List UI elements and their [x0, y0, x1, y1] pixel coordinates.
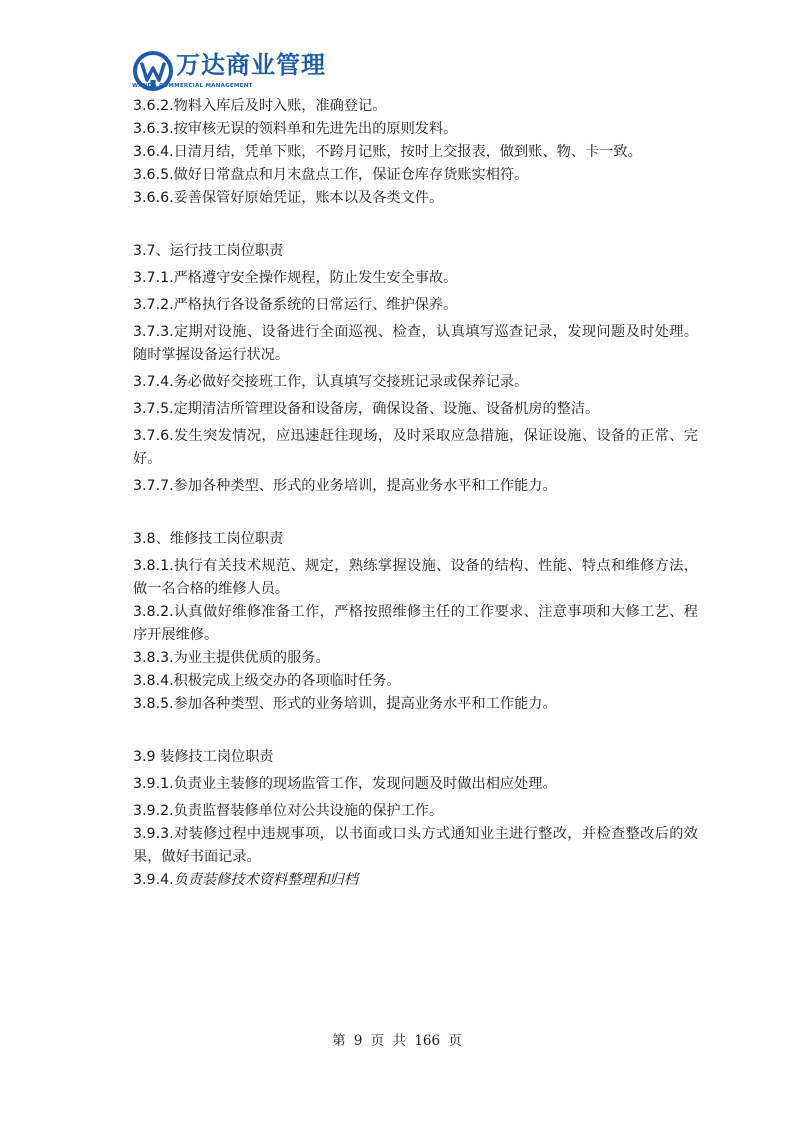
list-item: 3.6.4.日清月结，凭单下账，不跨月记账，按时上交报表，做到账、物、卡一致。 — [133, 144, 642, 160]
item-number: 3.9.4. — [133, 872, 174, 888]
list-item: 3.7.4.务必做好交接班工作，认真填写交接班记录或保养记录。 — [133, 374, 529, 390]
list-item: 3.6.6.妥善保管好原始凭证，账本以及各类文件。 — [133, 190, 444, 206]
list-item: 3.7.6.发生突发情况，应迅速赶往现场，及时采取应急措施，保证设施、设备的正常、完好。 — [133, 428, 698, 467]
section-heading: 3.7、运行技工岗位职责 — [133, 243, 284, 259]
list-item: 3.7.5.定期清洁所管理设备和设备房，确保设备、设施、设备机房的整洁。 — [133, 401, 600, 417]
list-item: 3.8.1.执行有关技术规范、规定，熟练掌握设施、设备的结构、性能、特点和维修方法，做一名合格的维修人员。 — [133, 558, 698, 597]
list-item: 3.7.7.参加各种类型、形式的业务培训，提高业务水平和工作能力。 — [133, 478, 557, 494]
list-item: 3.9.3.对装修过程中违规事项，以书面或口头方式通知业主进行整改，并检查整改后的效果，做好书面记录。 — [133, 826, 698, 865]
page-number: 第 9 页 共 166 页 — [332, 1033, 462, 1049]
document-body — [133, 95, 698, 892]
list-item: 3.8.3.为业主提供优质的服务。 — [133, 650, 330, 666]
list-item: 3.9.2.负责监督装修单位对公共设施的保护工作。 — [133, 803, 444, 819]
list-item: 3.8.4.积极完成上级交办的各项临时任务。 — [133, 673, 401, 689]
logo-chinese-name: 万达商业管理 — [176, 51, 326, 79]
list-item — [133, 869, 698, 892]
handwritten-item-text: 负责装修技术资料整理和归档 — [173, 872, 359, 888]
list-item: 3.9.1.负责业主装修的现场监管工作，发现问题及时做出相应处理。 — [133, 776, 557, 792]
list-item: 3.7.1.严格遵守安全操作规程，防止发生安全事故。 — [133, 270, 458, 286]
company-logo — [132, 50, 372, 92]
list-item: 3.8.5.参加各种类型、形式的业务培训，提高业务水平和工作能力。 — [133, 696, 557, 712]
list-item: 3.6.3.按审核无误的领料单和先进先出的原则发料。 — [133, 121, 458, 137]
list-item: 3.6.5.做好日常盘点和月末盘点工作，保证仓库存货账实相符。 — [133, 167, 529, 183]
list-item: 3.7.3.定期对设施、设备进行全面巡视、检查，认真填写巡查记录，发现问题及时处理。随时掌握设备运行状况。 — [133, 324, 698, 363]
logo-english-name: WANDA COMMERCIAL MANAGEMENT — [132, 83, 253, 89]
section-heading: 3.9 装修技工岗位职责 — [133, 749, 274, 765]
list-item: 3.6.2.物料入库后及时入账，准确登记。 — [133, 98, 387, 114]
section-heading: 3.8、维修技工岗位职责 — [133, 531, 284, 547]
list-item: 3.7.2.严格执行各设备系统的日常运行、维护保养。 — [133, 297, 458, 313]
list-item: 3.8.2.认真做好维修准备工作，严格按照维修主任的工作要求、注意事项和大修工艺、程序开展维修。 — [133, 604, 698, 643]
